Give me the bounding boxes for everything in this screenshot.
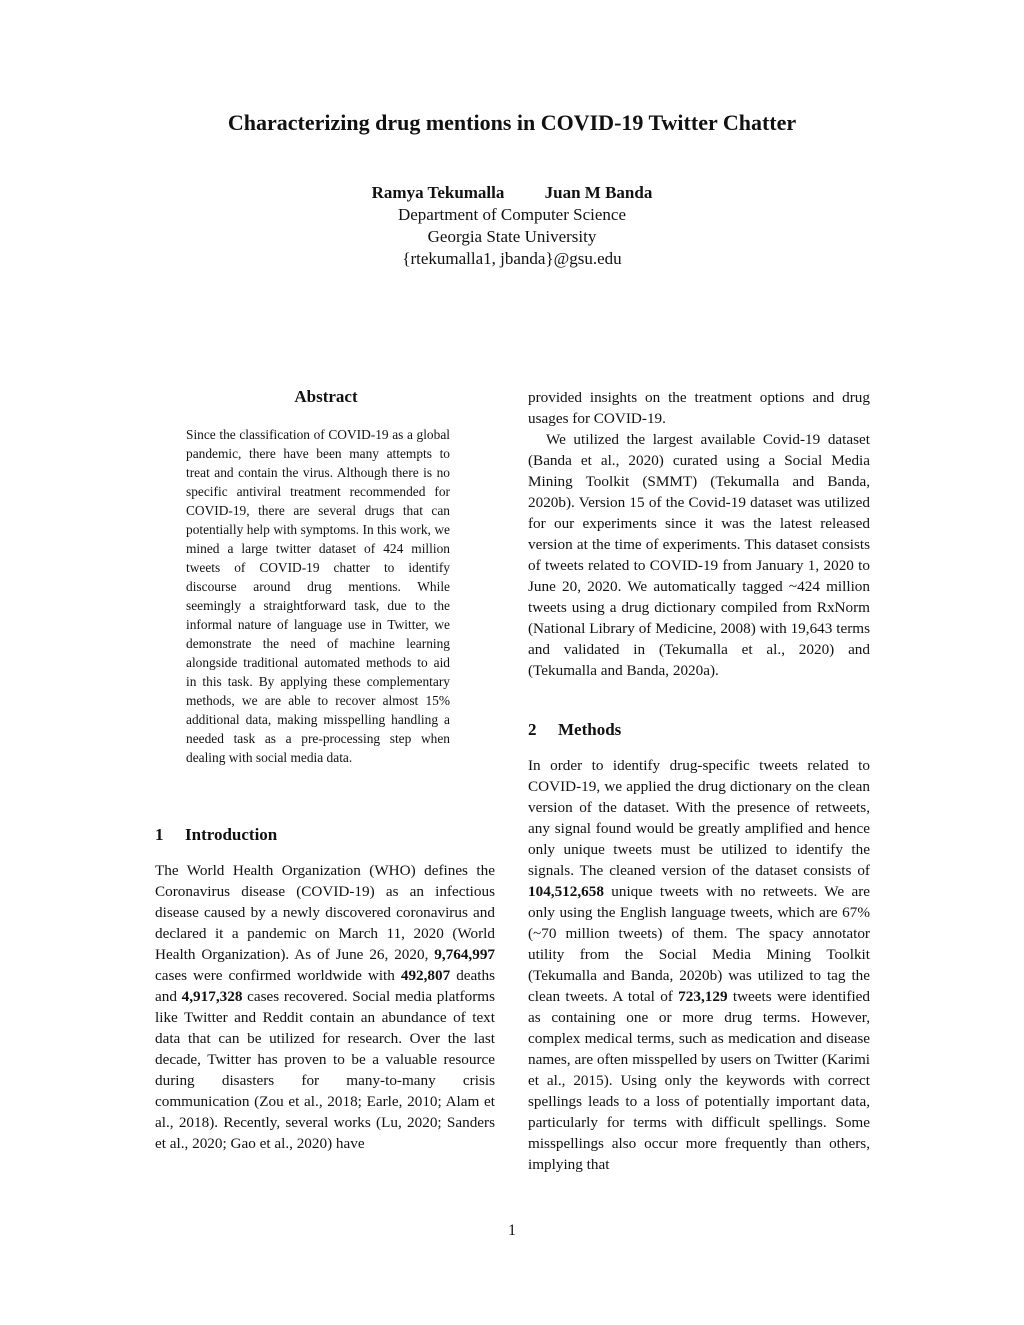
abstract-heading: Abstract (294, 387, 358, 406)
paragraph: provided insights on the treatment options and drug usages for COVID-19. (528, 389, 870, 427)
section-heading-methods (528, 720, 621, 740)
affiliation-email: {rtekumalla1, jbanda}@gsu.edu (402, 249, 622, 268)
paragraph: We utilized the largest available Covid-19 dataset (Banda et al., 2020) curated using a Social Media Mining Toolkit (SMMT) (Tekumalla and Banda, 2020b). Version 15 of the Covid-19 dataset was utilized for our experiments since it was the latest released version at the time of experiments. This dataset consists of tweets related to COVID-19 from January 1, 2020 to June 20, 2020. We automatically tagged ~424 million tweets using a drug dictionary compiled from RxNorm (National Library of Medicine, 2008) with 19,643 terms and validated in (Tekumalla et al., 2020) and (Tekumalla and Banda, 2020a). (528, 431, 870, 679)
text-run: unique tweets with no retweets. We are only using the English language tweets, which are 67% (~70 million tweets) of them. The spacy annotator utility from the Social Media Mining Toolkit (Tekumalla and Banda, 2020b) was utilized to tag the clean tweets. A total of (528, 883, 870, 1005)
paper-title: Characterizing drug mentions in COVID-19 Twitter Chatter (227, 110, 797, 135)
text-run: cases recovered. Social media platforms like Twitter and Reddit contain an abundance of text data that can be utilized for research. Over the last decade, Twitter has proven to be a valuable resource during disasters for many-to-many crisis communication (Zou et al., 2018; Earle, 2010; Alam et al., 2018). Recently, several works (Lu, 2020; Sanders et al., 2020; Gao et al., 2020) have (155, 988, 495, 1152)
text-run: deaths and (155, 967, 495, 1005)
abstract-text: Since the classification of COVID-19 as a global pandemic, there have been many attempts to treat and contain the virus. Although there is no specific antiviral treatment recommended for COVID-19, there are several drugs that can potentially help with symptoms. In this work, we mined a large twitter dataset of 424 million tweets of COVID-19 chatter to identify discourse around drug mentions. While seemingly a straightforward task, due to the informal nature of language use in Twitter, we demonstrate the need of machine learning alongside traditional automated methods to aid in this task. By applying these complementary methods, we are able to recover almost 15% additional data, making misspelling handling a needed task as a pre-processing step when dealing with social media data. (186, 427, 450, 765)
paragraph (155, 860, 495, 1154)
stat-recovered: 4,917,328 (181, 988, 243, 1005)
affiliation-university: Georgia State University (427, 227, 597, 246)
author-name: Ramya Tekumalla (371, 183, 505, 202)
section-number: 1 (155, 825, 164, 844)
author-list (0, 183, 1024, 203)
stat-cases: 9,764,997 (434, 946, 495, 963)
text-run: In order to identify drug-specific tweets related to COVID-19, we applied the drug dictionary on the clean version of the dataset. With the presence of retweets, any signal found would be greatly amplified and hence only unique tweets must be utilized to identify the signals. The cleaned version of the dataset consists of (528, 757, 870, 879)
text-run: tweets were identified as containing one or more drug terms. However, complex medical terms, such as medication and disease names, are often misspelled by users on Twitter (Karimi et al., 2015). Using only the keywords with correct spellings leads to a loss of potentially important data, particularly for terms with difficult spellings. Some misspellings also occur more frequently than others, implying that (528, 988, 870, 1173)
section-heading-introduction (155, 825, 277, 845)
page-number: 1 (508, 1222, 516, 1239)
methods-body (528, 755, 870, 1175)
stat-deaths: 492,807 (400, 967, 451, 984)
author-name: Juan M Banda (544, 183, 653, 202)
section-number: 2 (528, 720, 537, 739)
text-run: cases were confirmed worldwide with (155, 967, 401, 984)
paragraph (528, 755, 870, 1175)
text-run: The World Health Organization (WHO) defines the Coronavirus disease (COVID-19) as an infectious disease caused by a newly discovered coronavirus and declared it a pandemic on March 11, 2020 (World Health Organization). As of June 26, 2020, (155, 862, 495, 963)
stat-drug-tweets: 723,129 (678, 988, 728, 1005)
section-title: Introduction (185, 825, 278, 844)
section-title: Methods (558, 720, 622, 739)
stat-unique-tweets: 104,512,658 (528, 883, 604, 900)
introduction-body-right (528, 387, 870, 681)
introduction-body-left (155, 860, 495, 1154)
affiliation-department: Department of Computer Science (397, 205, 626, 224)
